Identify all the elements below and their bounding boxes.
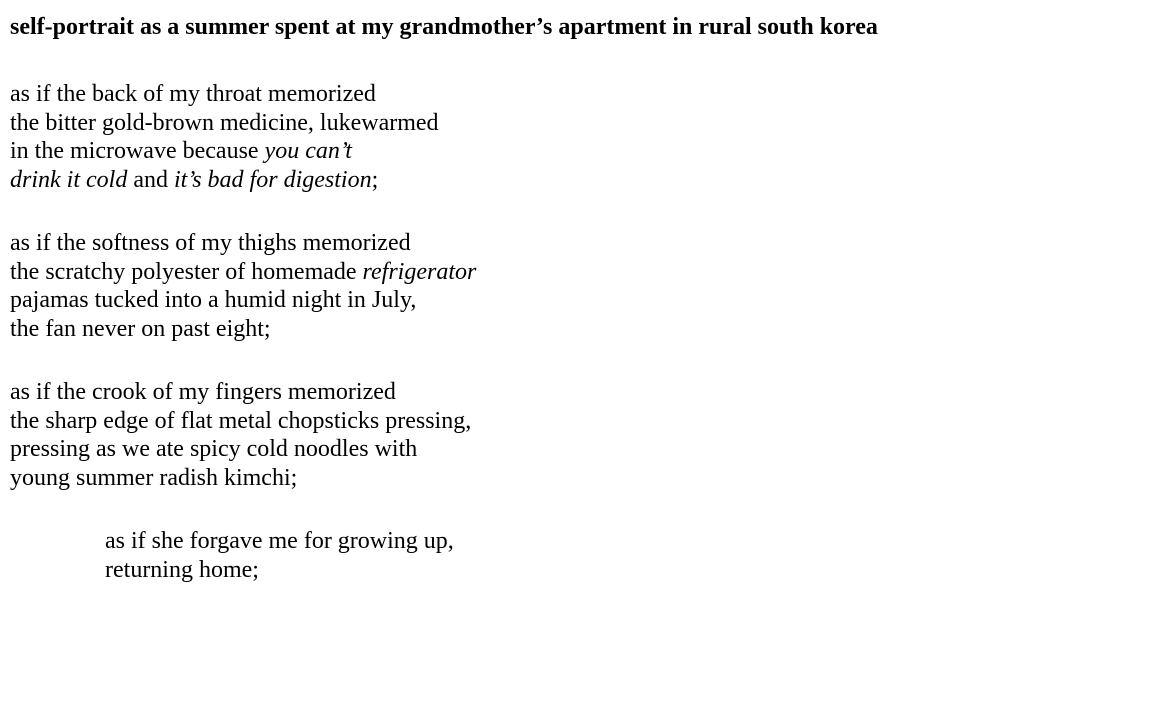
poem-line bbox=[10, 315, 1160, 344]
poem-line bbox=[105, 556, 1160, 585]
line-text: the sharp edge of flat metal chopsticks pressing, bbox=[10, 407, 472, 434]
line-text: pressing as we ate spicy cold noodles with bbox=[10, 436, 418, 462]
line-text: returning home; bbox=[105, 556, 259, 583]
italic-text: drink it cold bbox=[10, 166, 128, 193]
line-text: the fan never on past eight; bbox=[10, 315, 271, 342]
italic-text: it’s bad for digestion bbox=[173, 166, 372, 193]
line-text: as if the crook of my fingers memorized bbox=[10, 379, 396, 405]
poem-line bbox=[10, 435, 1160, 464]
line-text: young summer radish kimchi; bbox=[10, 464, 298, 491]
poem-line bbox=[10, 464, 1160, 493]
poem-body bbox=[10, 80, 1160, 584]
poem-line bbox=[10, 286, 1160, 315]
line-text: and bbox=[127, 166, 174, 193]
line-text: in the microwave because bbox=[10, 138, 265, 164]
line-text: as if she forgave me for growing up, bbox=[105, 528, 454, 554]
poem-line bbox=[10, 407, 1160, 436]
poem-line bbox=[10, 166, 1160, 195]
poem-stanza bbox=[10, 527, 1160, 584]
poem-line bbox=[10, 80, 1160, 109]
poem-line bbox=[10, 229, 1160, 258]
poem-line bbox=[10, 378, 1160, 407]
poem-title: self-portrait as a summer spent at my grandmother’s apartment in rural south korea bbox=[10, 14, 878, 40]
document-page bbox=[10, 9, 1160, 619]
poem-stanza bbox=[10, 229, 1160, 343]
line-text: ; bbox=[371, 166, 379, 193]
line-text: as if the softness of my thighs memorized bbox=[10, 230, 411, 256]
line-text: the bitter gold-brown medicine, lukewarmed bbox=[10, 109, 439, 136]
line-text: as if the back of my throat memorized bbox=[10, 81, 376, 107]
poem-stanza bbox=[10, 378, 1160, 492]
italic-text: you can’t bbox=[264, 138, 352, 164]
line-text: the scratchy polyester of homemade bbox=[10, 258, 363, 285]
line-text: pajamas tucked into a humid night in July, bbox=[10, 287, 417, 313]
poem-stanza bbox=[10, 80, 1160, 194]
italic-text: refrigerator bbox=[362, 258, 477, 285]
poem-line bbox=[10, 109, 1160, 138]
poem-line bbox=[10, 258, 1160, 287]
poem-line bbox=[105, 527, 1160, 556]
poem-line bbox=[10, 137, 1160, 166]
